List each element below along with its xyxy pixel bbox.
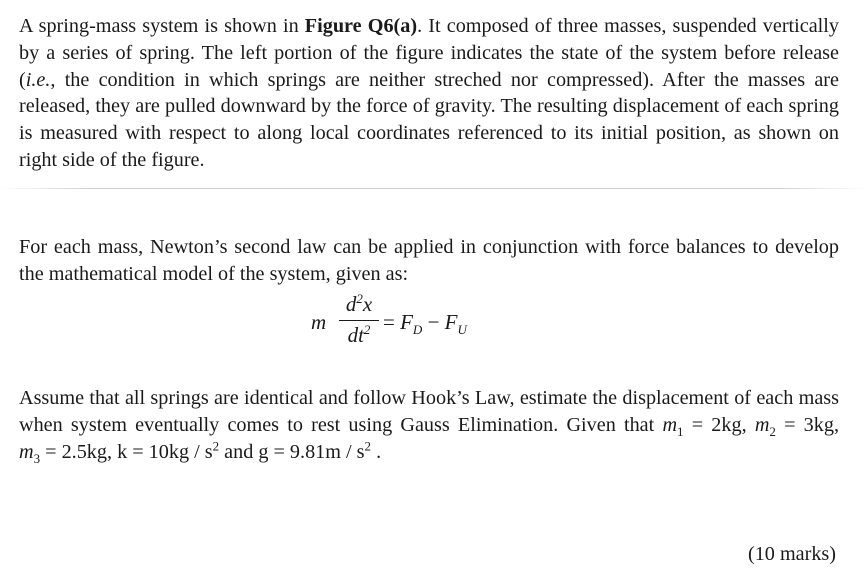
eq-num-d: d <box>345 292 357 316</box>
separator: , <box>741 413 755 436</box>
eq-den-dt: dt <box>347 323 364 348</box>
m1-value: = 2kg <box>683 413 742 436</box>
marks-label: (10 marks) <box>747 543 836 565</box>
separator: , <box>833 413 839 436</box>
text-span: A spring-mass system is shown in <box>19 15 305 37</box>
eq-num-exp: 2 <box>356 291 363 306</box>
g-value: g = 9.81m / s <box>258 440 365 463</box>
given-m3 <box>19 440 107 466</box>
text-span: , the condition in which springs are neither streched nor compressed). After the masses are released, they are pulled downward by the force of gravity. The resulting displacement of each spring is measured with respect to along local coordinates referenced to its initial position, as shown on right side of the figure. <box>19 68 839 171</box>
given-k <box>117 437 220 463</box>
given-m1 <box>662 413 742 439</box>
eq-fd: F <box>400 310 413 334</box>
and-word: and <box>219 440 259 463</box>
figure-reference: Figure Q6(a) <box>304 15 418 37</box>
period: . <box>371 440 382 463</box>
k-value: k = 10kg / s <box>117 440 213 463</box>
eq-denominator <box>337 322 381 350</box>
paragraph-newton-law: For each mass, Newton’s second law can be applied in conjunction with force balances to develop the mathematical model of the system, given as: <box>19 236 839 285</box>
eq-right-hand-side <box>383 310 467 338</box>
text-span: Assume that all springs are identical and follow Hook’s Law, estimate the displacement of each mass when system eventually comes to rest using Gauss Elimination. Given that <box>19 387 839 436</box>
text-span: . It composed of three masses, suspended vertically by a series of spring. The left portion of the figure indicates the state of the system before release ( <box>19 15 839 91</box>
m2-value: = 3kg <box>775 413 834 436</box>
g-exp: 2 <box>364 437 372 453</box>
paragraph-system-description <box>19 13 839 174</box>
m3-value: = 2.5kg <box>40 440 107 463</box>
eq-equals: = <box>383 310 401 334</box>
m3-sub: 3 <box>33 450 41 466</box>
paragraph-task <box>19 385 839 465</box>
separator: , <box>107 440 118 463</box>
eq-fd-sub: D <box>412 322 423 338</box>
eq-fraction-bar <box>339 320 379 321</box>
given-g <box>258 437 372 463</box>
eq-num-var: x <box>362 292 373 316</box>
eq-fu-sub: U <box>457 322 467 338</box>
m1-sub: 1 <box>677 423 684 439</box>
eq-derivative-fraction <box>337 290 381 350</box>
m2-symbol: m <box>754 413 770 436</box>
eq-numerator <box>337 290 381 318</box>
eq-minus: − <box>422 310 445 334</box>
m2-sub: 2 <box>769 423 776 439</box>
eq-mass-symbol: m <box>311 310 327 334</box>
eq-fu: F <box>444 310 458 334</box>
m1-symbol: m <box>662 413 678 436</box>
eq-den-exp: 2 <box>363 322 371 338</box>
faint-divider <box>0 188 866 189</box>
ie-abbrev: i.e. <box>25 68 51 91</box>
given-m2 <box>754 413 834 439</box>
k-exp: 2 <box>212 437 220 453</box>
m3-symbol: m <box>19 440 34 463</box>
